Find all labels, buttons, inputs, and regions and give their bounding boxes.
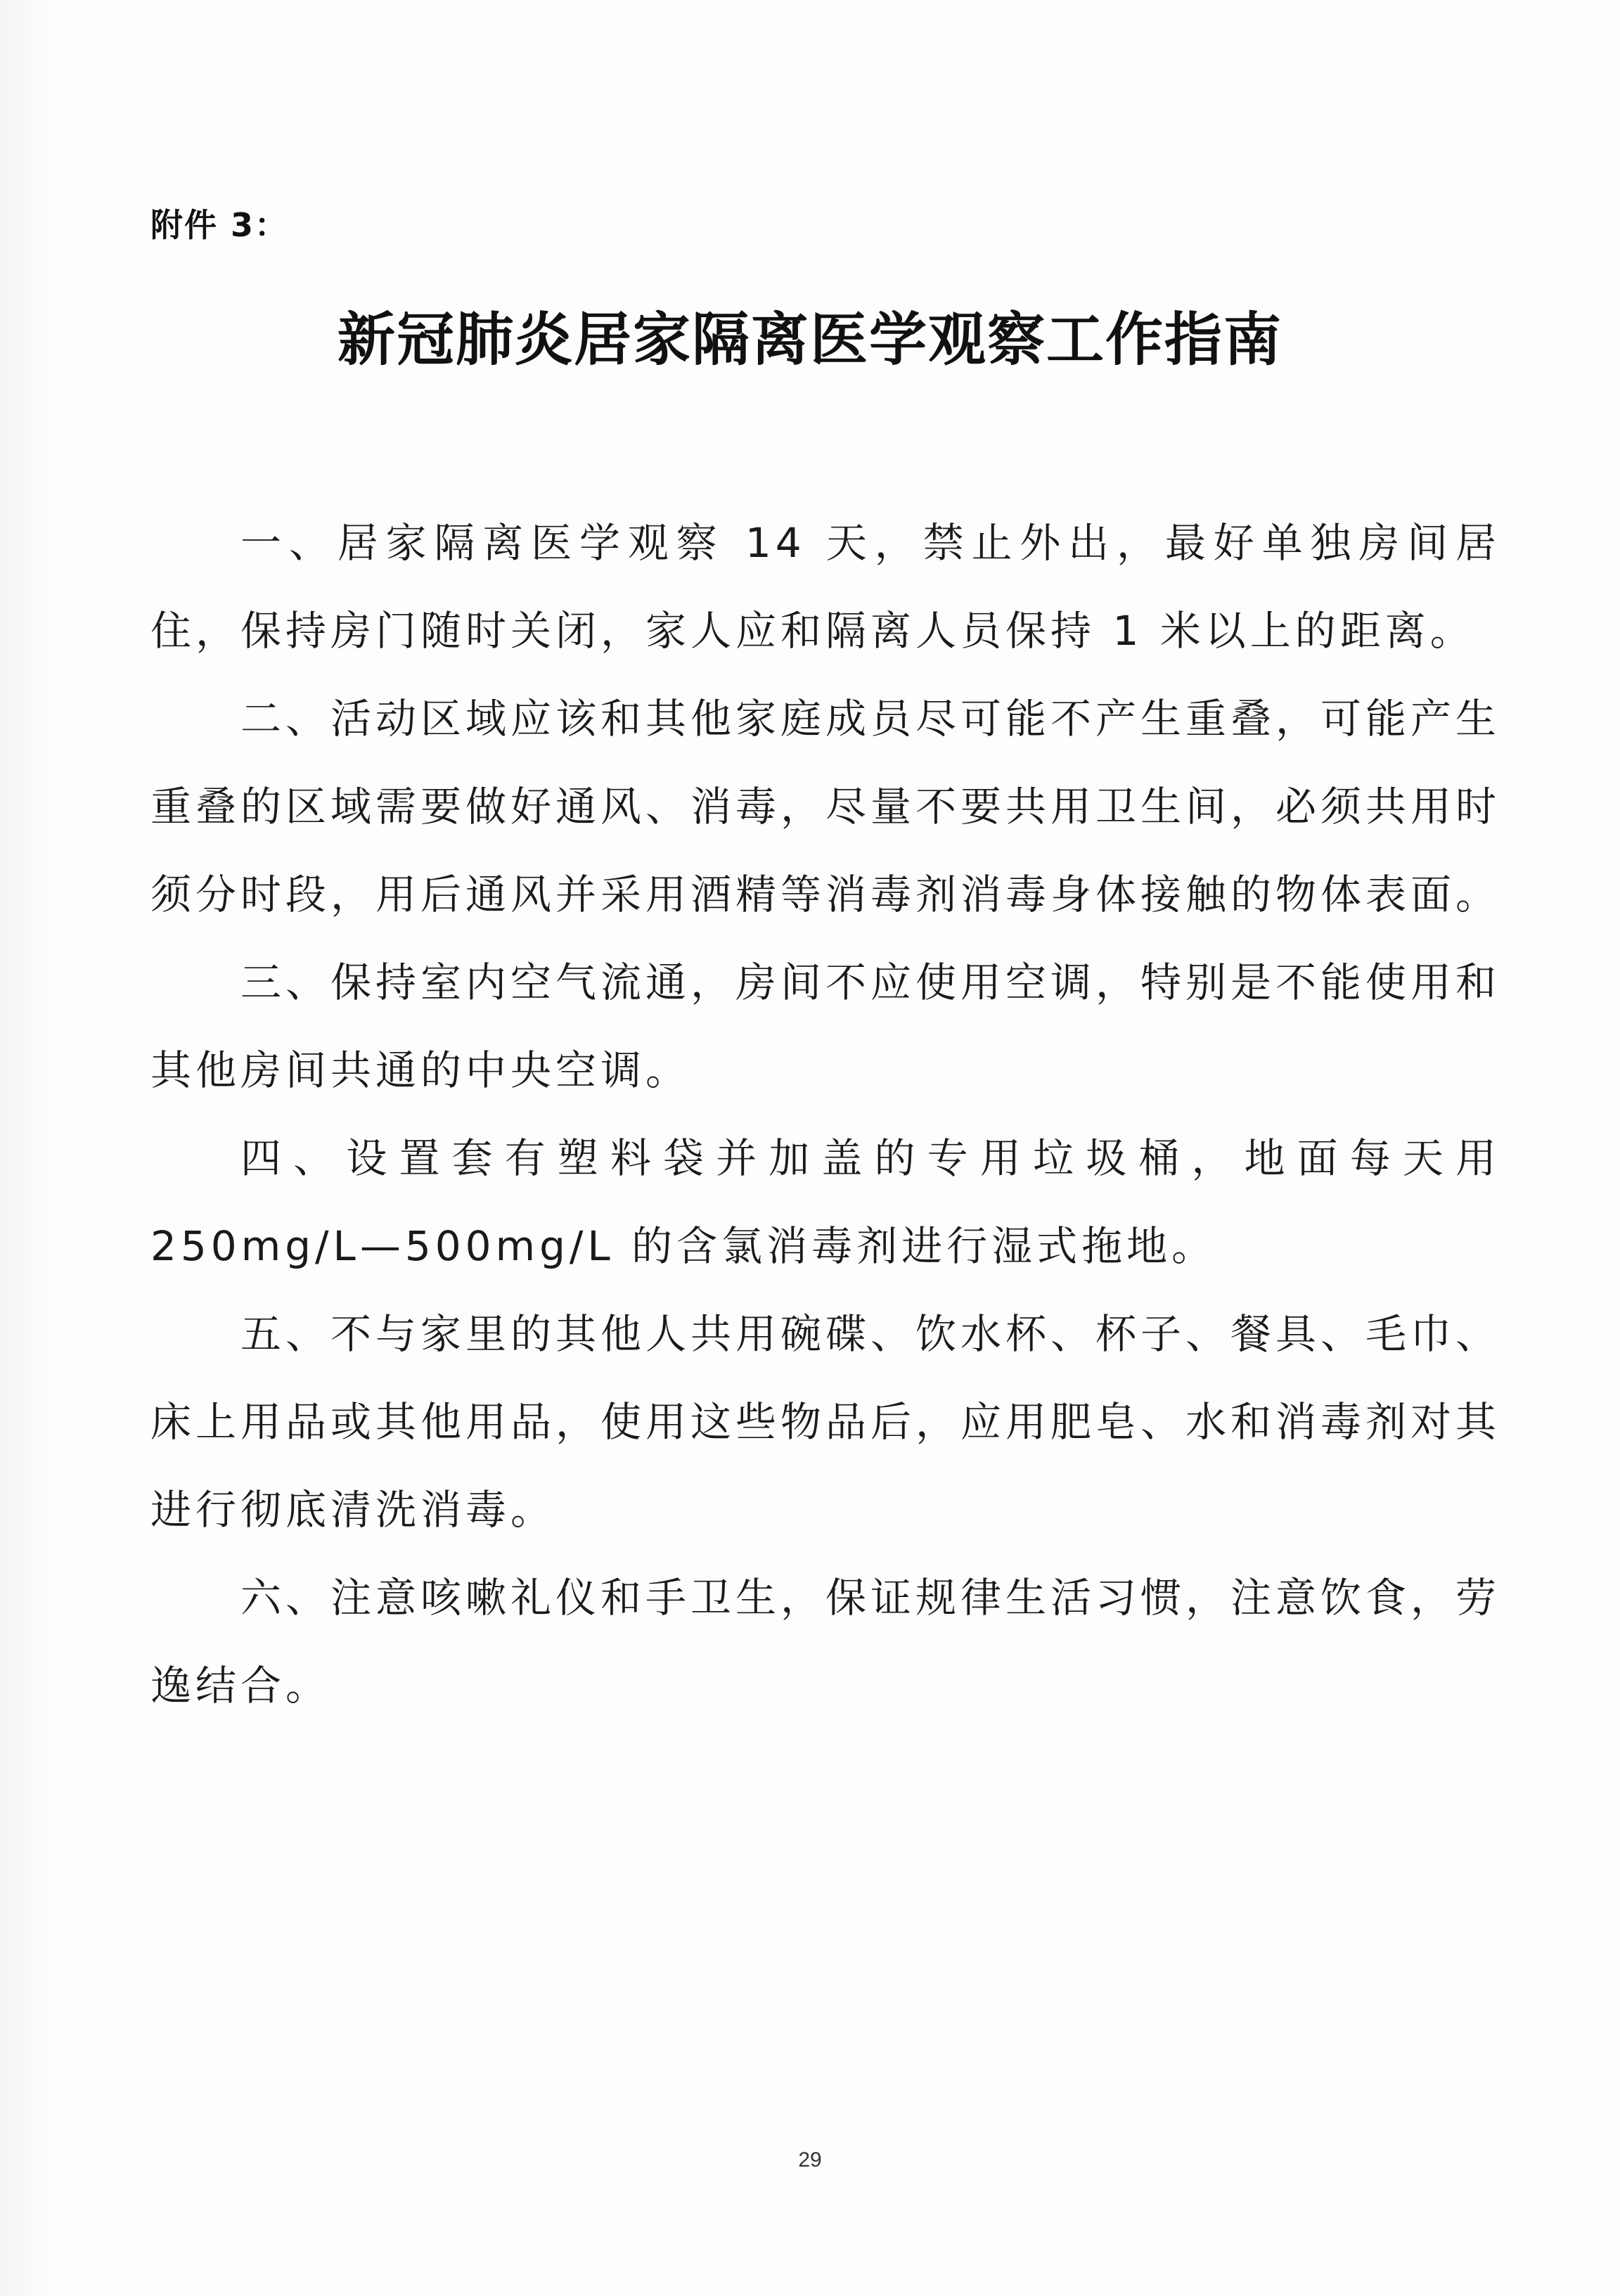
attachment-label: 附件 3： — [150, 206, 289, 244]
paragraph-1: 一、居家隔离医学观察 14 天，禁止外出，最好单独房间居住，保持房门随时关闭，家人应和隔离人员保持 1 米以上的距离。 — [150, 519, 1500, 655]
paragraph-6: 六、注意咳嗽礼仪和手卫生，保证规律生活习惯，注意饮食，劳逸结合。 — [150, 1574, 1501, 1710]
paragraph-4: 四、设置套有塑料袋并加盖的专用垃圾桶，地面每天用 250mg/L—500mg/L 的含氯消毒剂进行湿式拖地。 — [150, 1134, 1500, 1270]
paragraph-2: 二、活动区域应该和其他家庭成员尽可能不产生重叠，可能产生重叠的区域需要做好通风、消毒，尽量不要共用卫生间，必须共用时须分时段，用后通风并采用酒精等消毒剂消毒身体接触的物体表面。 — [150, 695, 1501, 918]
paragraph-5: 五、不与家里的其他人共用碗碟、饮水杯、杯子、餐具、毛巾、床上用品或其他用品，使用这些物品后，应用肥皂、水和消毒剂对其进行彻底清洗消毒。 — [150, 1310, 1501, 1534]
document-title: 新冠肺炎居家隔离医学观察工作指南 — [337, 306, 1282, 373]
document-body — [150, 499, 1500, 1730]
page-number: 29 — [798, 2148, 822, 2172]
paragraph-3: 三、保持室内空气流通，房间不应使用空调，特别是不能使用和其他房间共通的中央空调。 — [150, 958, 1501, 1094]
